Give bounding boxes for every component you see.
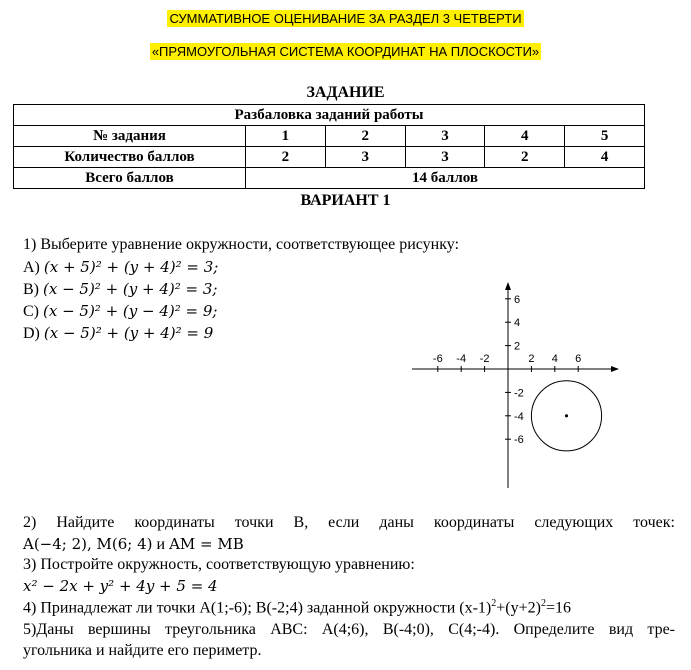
- header-line-2: [0, 44, 691, 59]
- header-line-1-text: СУММАТИВНОЕ ОЦЕНИВАНИЕ ЗА РАЗДЕЛ 3 ЧЕТВЕРТИ: [169, 11, 522, 26]
- axis-labels: [433, 294, 581, 446]
- task-title: ЗАДАНИЕ: [306, 84, 385, 101]
- task-number-cell: 4: [485, 126, 565, 147]
- total-cell: 14 баллов: [246, 168, 645, 189]
- q5-text-line-2: угольника и найдите его периметр.: [23, 642, 262, 659]
- y-tick-label: 6: [514, 293, 521, 306]
- q1-text: 1) Выберите уравнение окружности, соответствующее рисунку:: [23, 236, 460, 253]
- option-c-equation: (x − 5)² + (y − 4)² = 9;: [43, 302, 218, 320]
- table-row-points: [14, 147, 645, 168]
- points-cell: 3: [325, 147, 405, 168]
- circle-center-point: [565, 414, 568, 417]
- option-b-label: B): [23, 281, 43, 298]
- y-tick-label: -4: [514, 410, 524, 423]
- q4-sup-1: 2: [491, 598, 497, 609]
- q2-given: [23, 535, 244, 554]
- row-label-total: Всего баллов: [14, 168, 246, 189]
- option-a-label: A): [23, 259, 44, 276]
- task-number-cell: 2: [325, 126, 405, 147]
- variant-title: ВАРИАНТ 1: [300, 192, 391, 209]
- coordinate-graph: [412, 280, 622, 490]
- q2-relation: AM = MB: [169, 535, 244, 553]
- points-cell: 2: [246, 147, 326, 168]
- x-tick-label: 4: [551, 353, 558, 365]
- option-d-label: D): [23, 325, 44, 342]
- task-number-cell: 5: [565, 126, 645, 147]
- option-a-equation: (x + 5)² + (y + 4)² = 3;: [43, 258, 219, 276]
- q5-text-line-1: 5)Даны вершины треугольника АВС: А(4;6), В(-4;0), С(4;-4). Определите вид тре-: [23, 621, 675, 638]
- x-tick-label: -4: [456, 353, 467, 365]
- x-tick-label: 2: [528, 353, 535, 365]
- q1-option-a: [23, 258, 218, 277]
- header-line-1: [0, 11, 691, 26]
- q3-eq: x² − 2x + y² + 4y + 5 = 4: [23, 577, 218, 595]
- y-tick-label: -2: [514, 387, 524, 400]
- points-cell: 3: [405, 147, 485, 168]
- y-tick-label: 2: [514, 340, 521, 353]
- x-tick-label: 6: [575, 353, 582, 365]
- q4-mid: +(y+2): [496, 599, 541, 617]
- y-tick-label: -6: [514, 434, 524, 447]
- row-label-task-number: № задания: [14, 126, 246, 147]
- q1-option-b: [23, 280, 217, 299]
- score-table: [13, 104, 645, 189]
- option-b-equation: (x − 5)² + (y + 4)² = 3;: [43, 280, 218, 298]
- x-tick-label: -6: [432, 353, 443, 365]
- q4-sup-2: 2: [540, 598, 546, 609]
- q2-points: A(−4; 2), M(6; 4): [23, 535, 153, 553]
- q2-text: 2) Найдите координаты точки В, если даны координаты следующих точек:: [23, 514, 675, 531]
- q1-option-d: [23, 324, 213, 343]
- x-axis-arrow-icon: [611, 366, 619, 372]
- q4-text: [23, 598, 571, 617]
- option-c-label: C): [23, 303, 43, 320]
- task-number-cell: 3: [405, 126, 485, 147]
- q4-end: =16: [545, 599, 571, 617]
- header-line-2-text: «ПРЯМОУГОЛЬНАЯ СИСТЕМА КООРДИНАТ НА ПЛОСКОСТИ»: [151, 44, 540, 59]
- x-tick-label: -2: [479, 353, 490, 365]
- table-row-task-numbers: [14, 126, 645, 147]
- y-tick-label: 4: [514, 317, 521, 330]
- q3-text: 3) Постройте окружность, соответствующую уравнению:: [23, 556, 415, 573]
- table-caption: Разбаловка заданий работы: [14, 105, 645, 126]
- option-d-equation: (x − 5)² + (y + 4)² = 9: [43, 324, 214, 342]
- points-cell: 4: [565, 147, 645, 168]
- q3-equation: [23, 577, 218, 596]
- table-row-total: [14, 168, 645, 189]
- y-axis-arrow-icon: [505, 282, 511, 290]
- q1-option-c: [23, 302, 217, 321]
- q2-and: и: [152, 536, 170, 553]
- task-number-cell: 1: [246, 126, 326, 147]
- row-label-points: Количество баллов: [14, 147, 246, 168]
- q4-main: 4) Принадлежат ли точки А(1;-6); В(-2;4) заданной окружности (x-1): [23, 599, 492, 617]
- points-cell: 2: [485, 147, 565, 168]
